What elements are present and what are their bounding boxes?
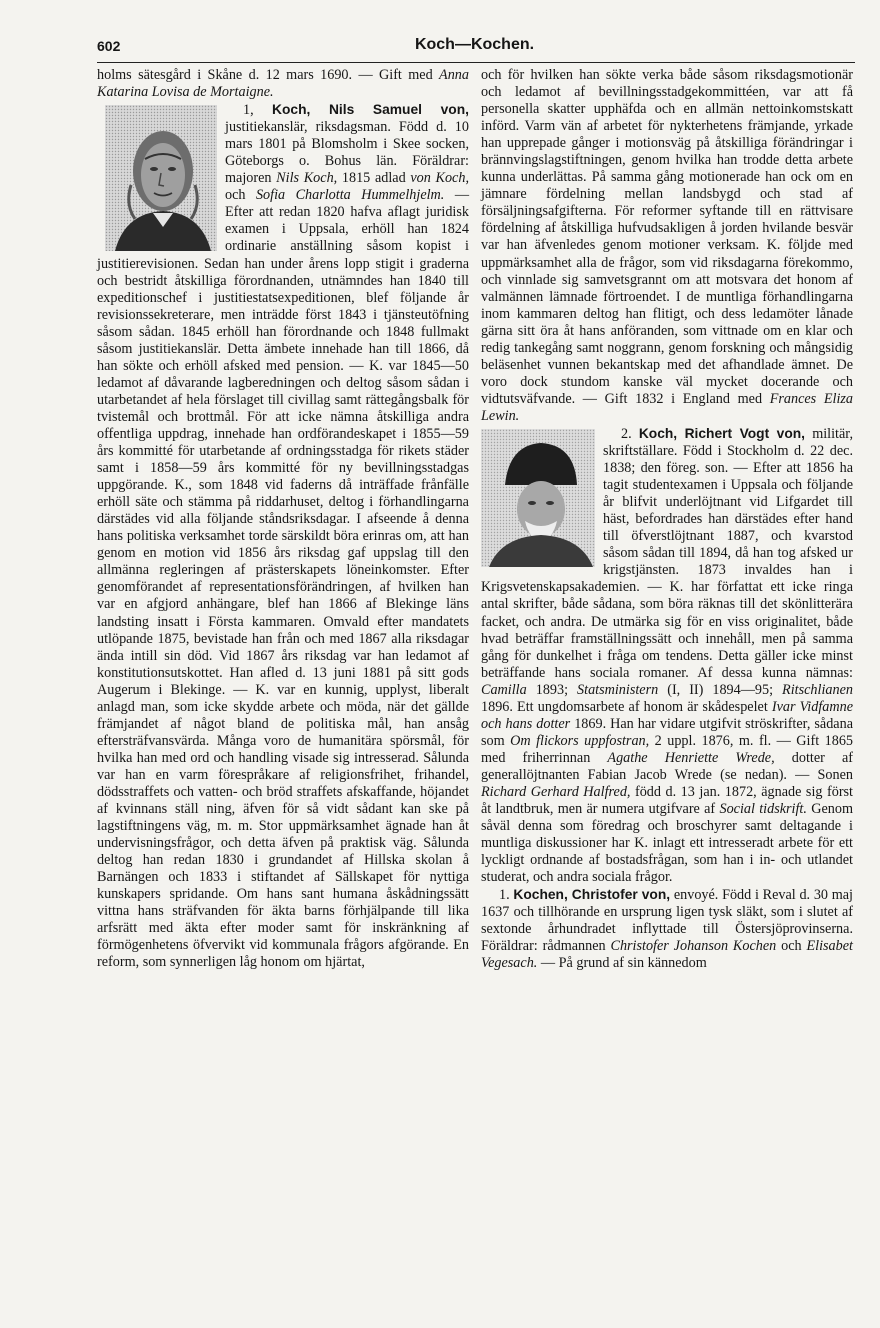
entry-number: 1, — [243, 102, 254, 119]
left-column — [97, 67, 469, 971]
portrait-illustration — [481, 429, 595, 567]
portrait-photo — [105, 105, 217, 251]
paragraph-continuation-right: och för hvilken han sökte verka både såsom riksdagsmotionär och ledamot af bevillningsstadgekommittéen, var att få personella skatter upphäfda och en allmän nettoinkomstskatt införd. Varm vän af arbetet för nykterhetens främjande, yrkade han upprepade gånger i motionsväg på åtskilliga förändringar i brännvingslagstiftningen, genom hvilka han trodde detta arbete kunna underlättas. På samma gång motionerade han ock om en jämnare fördelning mellan landsbygd och stad af försäljningsafgifterna. För reformer syftande till en rättvisare fördelning af åtskilliga hufvudsakligen å jorden hvilande besvär var han äfvenledes genom motioner verksam. K. följde med uppmärksamhet alla de frågor, som vid riksdagarna förekommo, och vinnlade sig samvetsgrannt om att motsvara det honom af valmännen lämnade förtroendet. I de muntliga förhandlingarna inom kammaren deltog han flitigt, och dess ledamöter lånade gärna sitt öra åt hans anföranden, som vittnade om en klar och redig tankegång samt noggrann, genom forskning och mångsidig beläsenhet vunnen bekantskap med det afhandlade ämnet. De voro dock stundom kanske väl mycket docerande och vidtutsväfvande. — Gift 1832 i England med Frances Eliza Lewin. — [481, 67, 853, 424]
entry-name: Koch, Nils Samuel von, — [272, 102, 469, 118]
entry-name: Koch, Richert Vogt von, — [638, 425, 806, 441]
portrait-illustration — [105, 105, 217, 251]
entry-koch-nils-samuel: 1, Koch, Nils Samuel von, justitiekanslär, riksdagsman. Född d. 10 mars 1801 på Blomsholm i Skee socken, Göteborgs o. Bohus län. Föräldrar: majoren Nils Koch, 1815 adlad von Koch, och Sofia Charlotta Hummelhjelm. — Efter att redan 1820 hafva aflagt juridisk examen i Uppsala, erhöll han 1824 ordinarie anställning såsom kopist i justitierevisionen. Sedan han under årens lopp stigit i graderna och bestridt åtskilliga förordnanden, utnämndes han 1840 till expeditionschef i justitiestatsexpeditionen, blef följande år revisionssekreterare, men inträdde först 1843 i tjänsteutöfning såsom sådan. 1845 erhöll han förordnande och 1848 fullmakt såsom justitiekanslär. Detta ämbete innehade han till 1866, då han sökte och erhöll afsked med pension. — K. var 1845—50 ledamot af dåvarande lagberedningen och deltog såsom sådan i utarbetandet af hela förslaget till civillag samt rättegångsbalk för tvistemål och brottmål. För att icke nämna åtskilliga andra offentliga uppdrag, innehade han ordförandeskapet i 1855—59 års kommitté för utarbetande af ordningsstadga för rikets städer samt i 1858—59 års kommitté för ny bevillningsstadgas uppgörande. K., som 1848 vid faderns då inträffade frånfälle erhöll säte och stämma på riddarhuset, deltog i förhandlingarna därstädes vid alla följande ståndsriksdagar. I afseende å denna hans politiska verksamhet torde särskildt böra erinras om, att han genom en motion vid 1856 års riksdag gaf uppslag till den allmänna regleringen af prästerskapets löneinkomster. Efter genomförandet af representationsförändringen, af hvilken han var en afgjord anhängare, blef han 1866 af Blekinge läns landsting insatt i Första kammaren. Omvald efter mandatets utlöpande 1875, bevistade han från och med 1867 alla riksdagar ända intill sin död. Vid 1867 års riksdag var han ledamot af konstitutionsutskottet. Han afled d. 13 juni 1881 på sitt gods Augerum i Blekinge. — K. var en kunnig, upplyst, liberalt anlagd man, som icke skydde arbete och möda, när det gällde främjandet af något bland de politiska mål, han ansåg eftersträfvansvärda. Många voro de humanitära spörsmål, för hvilka han med ord och handling visade sig intresserad. Sålunda var han en varm förespråkare af religionsfrihet, frihandel, dödsstraffets och vatten- och bröd straffets afskaffande, höjandet af kvinnans ställ ning, äfven för så vidt sådant kan ske på lagstiftningens väg, m. m. Stor uppmärksamhet ägnade han åt undervisningsfrågor, och detta äfven på praktisk väg. Sålunda deltog han redan 1830 i grundandet af Hillska skolan å Barnängen och 1833 i stiftandet af Sällskapet för nyttiga kunskapers spridande. Om hans sant humana åskådningssätt vittna hans sträfvanden för äkta barns förhjälpande till lika arfsrätt med äkta efter moder samt för inskränkning af förmögenhetens öfvervikt vid kommunala frågors afgörande. En reform, som synnerligen låg honom om hjärtat, — [97, 102, 469, 971]
page-number: 602 — [97, 38, 121, 54]
entry-name: Kochen, Christofer von, — [513, 887, 671, 903]
header-rule — [97, 62, 855, 63]
entry-number: 2. — [621, 425, 632, 442]
entry-koch-richert-vogt: 2. Koch, Richert Vogt von, militär, skriftställare. Född i Stockholm d. 22 dec. 1838; den föreg. son. — Efter att 1856 ha tagit studentexamen i Uppsala och följande år blifvit underlöjtnant vid Lifgardet till häst, befordrades han därstädes efter hand till öfverstlöjtnant 1887, och kvarstod såsom sådan till 1894, då han tog afsked ur krigstjänsten. 1873 invaldes han i Krigsvetenskapsakademien. — K. har författat ett icke ringa antal skrifter, både sådana, som böra räknas till det skönlitterära facket, och andra. De utmärka sig för en viss originalitet, både hvad beträffar framställningssätt och innehåll, men på samma gång för dunkelhet i fråga om tendens. Detta gäller icke minst beträffande hans sociala romaner. Af dessa kunna nämnas: Camilla 1893; Statsministern (I, II) 1894—95; Ritschlianen 1896. Ett ungdomsarbete af honom är skådespelet Ivar Vidfamne och hans dotter 1869. Han har vidare utgifvit ströskrifter, sådana som Om flickors uppfostran, 2 uppl. 1876, m. fl. — Gift 1865 med friherrinnan Agathe Henriette Wrede, dotter af generallöjtnanten Fabian Jacob Wrede (se nedan). — Sonen Richard Gerhard Halfred, född d. 13 jan. 1872, ägnade sig först åt landtbruk, men är numera utgifvare af Social tidskrift. Genom såväl denna som föredrag och broschyrer samt deltagande i muntliga diskussioner har K. inlagt ett intresseradt arbete för ett lyckligt ordnande af bostadsfrågan, som han i in- och utlandet studerat, och andra sociala frågor. — [481, 425, 854, 886]
right-column — [481, 67, 853, 972]
entry-kochen-christofer: 1. Kochen, Christofer von, envoyé. Född i Reval d. 30 maj 1637 och tillhörande en ursprung ligen tysk släkt, som i slutet af sextonde århundradet inflyttade till Östersjöprovinserna. Föräldrar: rådmannen Christofer Johanson Kochen och Elisabet Vegesach. — På grund af sin kännedom — [481, 887, 853, 972]
running-title: Koch—Kochen. — [414, 36, 535, 53]
page-header — [97, 36, 852, 62]
portrait-photo — [481, 429, 595, 567]
paragraph-continuation: holms sätesgård i Skåne d. 12 mars 1690. — Gift med Anna Katarina Lovisa de Mortaigne. — [97, 67, 469, 101]
entry-number: 1. — [499, 887, 510, 904]
